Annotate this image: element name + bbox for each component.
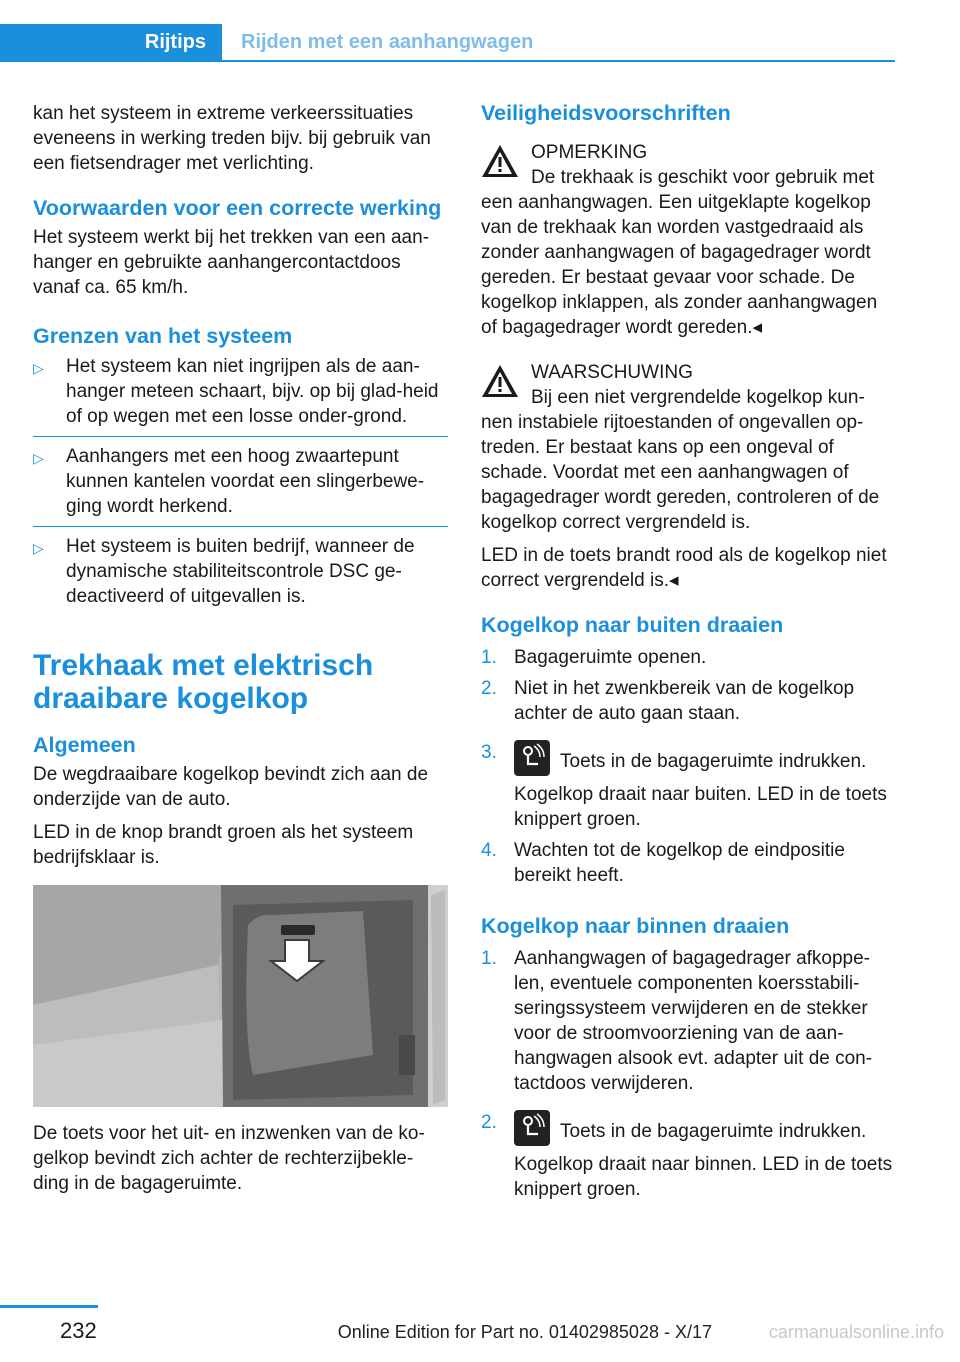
list-item: 4. Wachten tot de kogelkop de eindpositie bereikt heeft. [481,840,845,886]
led-paragraph: LED in de toets brandt rood als de kogelkop niet correct vergrendeld is.◂ [481,545,887,591]
notice-label: OPMERKING [531,142,648,163]
list-divider [33,436,448,437]
list-item: ▷ Aanhangers met een hoog zwaartepunt kunnen kantelen voordat een slingerbewe-ging wordt herkend. [33,446,425,517]
chapter-title: Rijden met een aanhangwagen [241,31,534,53]
step-number: 3. [481,742,497,763]
warning-box [481,360,893,535]
footer-rule [0,1305,98,1308]
triangle-bullet-icon: ▷ [33,450,44,466]
caution-triangle-icon [481,144,519,178]
in-heading: Kogelkop naar binnen draaien [481,914,790,938]
warning-triangle-icon [481,364,519,398]
left-column [33,101,448,1204]
limits-list [33,354,448,609]
conditions-heading: Voorwaarden voor een correcte werking [33,196,442,220]
main-heading: Trekhaak met elektrisch draaibare kogelkop [33,649,374,715]
conditions-paragraph: Het systeem werkt bij het trekken van een aan-hanger en gebruikte aanhangercontactdoos vanaf ca. 65 km/h. [33,227,430,298]
notice-text: De trekhaak is geschikt voor gebruik met een aanhangwagen. Een uitgeklapte kogelkop van de trekhaak kan worden vastgedraaid als zonder aanhangwagen of bagagedrager wordt gereden. Er bestaat gevaar voor schade. De kogelkop inklappen, als zonder aanhangwagen of bagagedrager wordt gereden.◂ [481,167,878,338]
notice-box [481,140,893,340]
list-item: 1. Aanhangwagen of bagagedrager afkoppe-len, eventuele componenten koersstabili-seringssysteem verwijderen en de stekker voor de stroomvoorziening van de aan-hangwagen alsook evt. adapter uit de con-tactdoos verwijderen. [481,948,873,1094]
hitch-button-icon [514,1110,550,1146]
out-steps-list [481,645,893,888]
triangle-bullet-icon: ▷ [33,540,44,556]
photo-caption: De toets voor het uit- en inzwenken van de ko-gelkop bevindt zich achter de rechterzijbekle-ding in de bagageruimte. [33,1123,425,1194]
list-divider [33,526,448,527]
trunk-photo [33,885,448,1107]
general-heading: Algemeen [33,733,136,757]
general-paragraph-2: LED in de knop brandt groen als het systeem bedrijfsklaar is. [33,822,414,868]
header-rule [0,60,895,62]
step-number: 1. [481,647,497,668]
step-sub-text: Kogelkop draait naar binnen. LED in de toets knippert groen. [514,1154,893,1200]
step-number: 2. [481,1112,497,1133]
triangle-bullet-icon: ▷ [33,360,44,376]
step-sub-text: Kogelkop draait naar buiten. LED in de toets knippert groen. [514,784,887,830]
list-item: 1. Bagageruimte openen. [481,647,707,668]
step-number: 2. [481,678,497,699]
in-steps-list [481,946,893,1202]
general-paragraph-1: De wegdraaibare kogelkop bevindt zich aan de onderzijde van de auto. [33,764,429,810]
page-number: 232 [60,1318,97,1343]
trunk-illustration [33,885,448,1107]
safety-heading: Veiligheidsvoorschriften [481,101,731,125]
list-item: 2. Niet in het zwenkbereik van de kogelkop achter de auto gaan staan. [481,678,855,724]
limits-heading: Grenzen van het systeem [33,324,293,348]
list-item: ▷ Het systeem is buiten bedrijf, wanneer de dynamische stabiliteitscontrole DSC ge-deactiveerd of uitgevallen is. [33,536,415,607]
section-tab[interactable]: Rijtips [0,24,222,62]
step-number: 1. [481,948,497,969]
header-bar [0,0,895,62]
list-item: 3. Toets in de bagageruimte indrukken. Kogelkop draait naar buiten. LED in de toets knippert groen. [481,740,893,832]
watermark-text: carmanualsonline.info [768,1322,944,1342]
hitch-button-icon [514,740,550,776]
intro-paragraph: kan het systeem in extreme verkeerssituaties eveneens in werking treden bijv. bij gebruik van een fietsendrager met verlichting. [33,103,431,174]
warning-text: Bij een niet vergrendelde kogelkop kun-nen instabiele rijtoestanden of ongevallen op-treden. Er bestaat kans op een ongeval of schade. Voordat met een aanhangwagen of bagagedrager wordt gereden, controleren of de kogelkop correct vergrendeld is. [481,387,880,533]
out-heading: Kogelkop naar buiten draaien [481,613,784,637]
right-column [481,101,893,1202]
warning-label: WAARSCHUWING [531,362,693,383]
edition-text: Online Edition for Part no. 01402985028 - X/17 [337,1322,712,1342]
list-item: ▷ Het systeem kan niet ingrijpen als de aan-hanger meteen schaart, bijv. op bij glad-heid of op wegen met een losse onder-grond. [33,356,439,427]
step-number: 4. [481,840,497,861]
list-item: 2. Toets in de bagageruimte indrukken. Kogelkop draait naar binnen. LED in de toets knippert groen. [481,1112,893,1200]
